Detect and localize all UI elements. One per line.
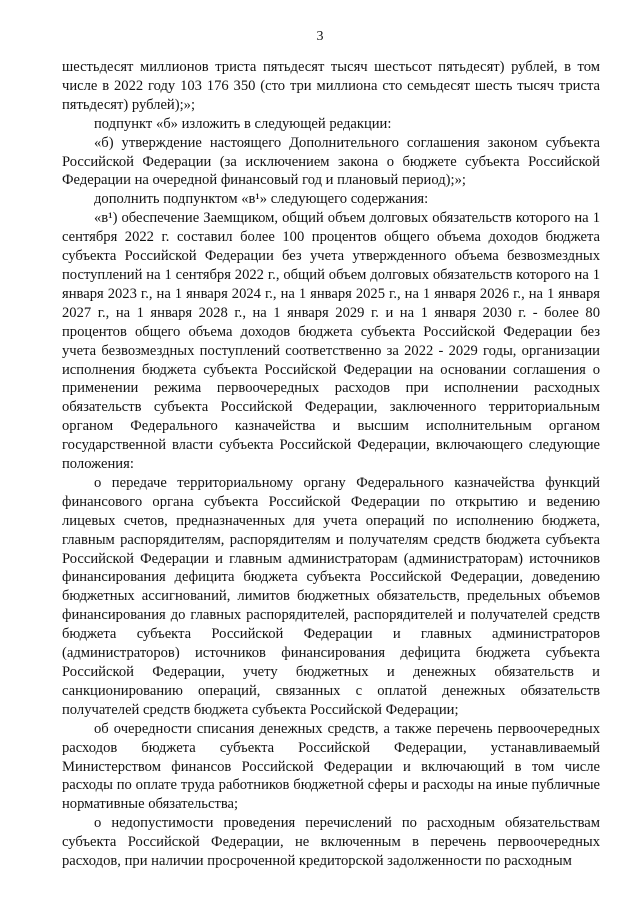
paragraph-transfer-restriction: о недопустимости проведения перечислений по расходным обязательствам субъекта Российской Федерации, не включенным в перечень первоочередных расходов, при наличии просроченной кредиторской задолженности по расходным: [62, 815, 600, 870]
paragraph-subpoint-b: «б) утверждение настоящего Дополнительного соглашения законом субъекта Российской Федерации (за исключением закона о бюджете субъекта Российской Федерации на очередной финансовый год и плановый период);»;: [62, 134, 600, 189]
paragraph-continuation: шестьдесят миллионов триста пятьдесят тысяч шестьсот пятьдесят) рублей, в том числе в 2022 году 103 176 350 (сто три миллиона сто семьдесят шесть тысяч триста пятьдесят) рублей);»;: [62, 59, 600, 113]
paragraph-instruction-v1: дополнить подпунктом «в¹» следующего содержания:: [94, 191, 429, 208]
page-number: 3: [316, 29, 324, 44]
paragraph-instruction-b: подпункт «б» изложить в следующей редакции:: [94, 115, 392, 132]
paragraph-write-off-order: об очередности списания денежных средств, а также перечень первоочередных расходов бюджета субъекта Российской Федерации, устанавливаемый Министерством финансов Российской Федерации и включающий в том числе расходы по оплате труда работников бюджетной сферы и расходы на иные публичные нормативные обязательства;: [62, 720, 600, 813]
paragraph-subpoint-v1: «в¹) обеспечение Заемщиком, общий объем долговых обязательств которого на 1 сентября 2022 г. составил более 100 процентов общего объема доходов бюджета субъекта Российской Федерации без учета утвержденного объема безвозмездных поступлений на 1 сентября 2022 г., общий объем долговых обязательств которого на 1 января 2023 г., на 1 января 2024 г., на 1 января 2025 г., на 1 января 2026 г., на 1 января 2027 г., на 1 января 2028 г., на 1 января 2029 г. и на 1 января 2030 г. - более 80 процентов общего объема доходов бюджета субъекта Российской Федерации без учета безвозмездных поступлений соответственно за 2022 - 2029 годы, организации исполнения бюджета субъекта Российской Федерации на основании соглашения о применении режима первоочередных расходов при исполнении расходных обязательств субъекта Российской Федерации, заключенного территориальным органом Федерального казначейства и высшим исполнительным органом государственной власти субъекта Российской Федерации, включающего следующие положения:: [62, 210, 600, 473]
document-body: [62, 58, 600, 871]
paragraph-treasury-transfer: о передаче территориальному органу Федерального казначейства функций финансового органа субъекта Российской Федерации по открытию и ведению лицевых счетов, предназначенных для учета операций по исполнению бюджета, главным распорядителям, распорядителям и получателям средств бюджета субъекта Российской Федерации и главным администраторам (администраторам) источников финансирования дефицита бюджета субъекта Российской Федерации, доведению бюджетных ассигнований, лимитов бюджетных обязательств, предельных объемов финансирования до главных распорядителей, распорядителей и получателей средств бюджета субъекта Российской Федерации и главных администраторов (администраторов) источников финансирования дефицита бюджета субъекта Российской Федерации, учету бюджетных и денежных обязательств и санкционированию операций, связанных с оплатой денежных обязательств получателей средств бюджета субъекта Российской Федерации;: [62, 474, 600, 718]
